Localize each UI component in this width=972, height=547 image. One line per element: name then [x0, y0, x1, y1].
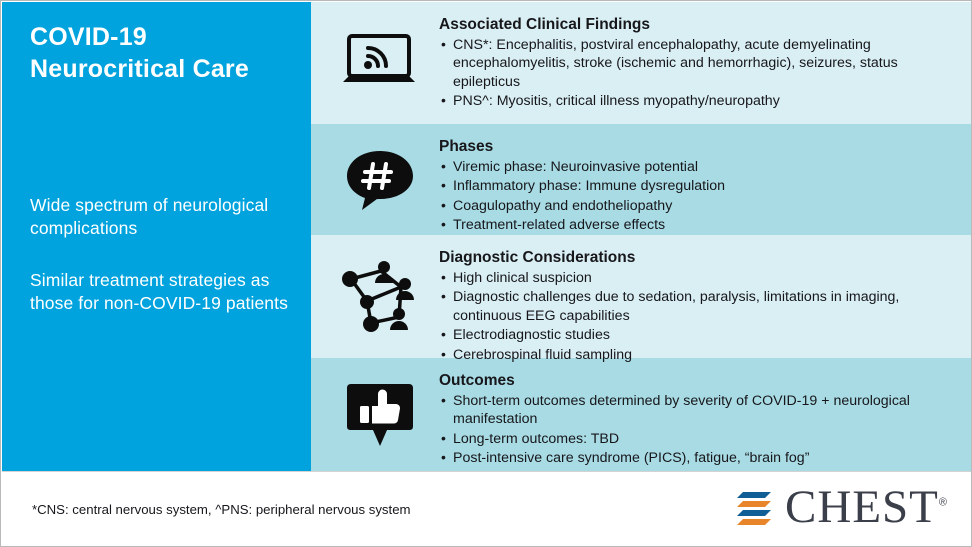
section-bullet-list — [439, 158, 958, 235]
summary-paragraph-2: Similar treatment strategies as those for non-COVID-19 patients — [30, 269, 288, 313]
list-item: • Post-intensive care syndrome (PICS), fatigue, “brain fog” — [439, 449, 958, 467]
left-title-panel — [2, 2, 311, 471]
list-item: • Diagnostic challenges due to sedation, paralysis, limitations in imaging, continuous EEG capabilities — [439, 288, 958, 325]
list-item: • PNS^: Myositis, critical illness myopathy/neuropathy — [439, 92, 958, 110]
footnote-text: *CNS: central nervous system, ^PNS: peripheral nervous system — [32, 502, 411, 517]
laptop-signal-icon — [321, 32, 439, 94]
thumbs-up-bubble-icon — [321, 380, 439, 450]
list-item: • Cerebrospinal fluid sampling — [439, 346, 958, 364]
section-text — [439, 136, 958, 236]
section-bullet-list — [439, 269, 958, 364]
chest-wordmark: CHEST — [785, 481, 939, 533]
section-bullet-list — [439, 392, 958, 468]
list-item: • Coagulopathy and endotheliopathy — [439, 197, 958, 215]
list-item: • Short-term outcomes determined by severity of COVID-19 + neurological manifestation — [439, 392, 958, 429]
section-heading: Outcomes — [439, 372, 515, 389]
list-item: • Inflammatory phase: Immune dysregulation — [439, 177, 958, 195]
section-associated-clinical-findings — [311, 2, 972, 124]
list-item: • CNS*: Encephalitis, postviral encephalopathy, acute demyelinating encephalomyelitis, stroke (ischemic and hemorrhagic), seizures, status epilepticus — [439, 36, 958, 91]
page-title-line2: Neurocritical Care — [30, 54, 249, 83]
section-heading: Phases — [439, 138, 494, 155]
list-item: • Treatment-related adverse effects — [439, 216, 958, 234]
section-heading: Diagnostic Considerations — [439, 249, 636, 266]
section-text — [439, 14, 958, 112]
list-item: • Electrodiagnostic studies — [439, 326, 958, 344]
chest-logo-text — [785, 481, 948, 533]
page-title — [30, 22, 289, 85]
section-diagnostic-considerations — [311, 235, 972, 363]
speech-bubble-hash-icon — [321, 147, 439, 213]
list-item: • High clinical suspicion — [439, 269, 958, 287]
content-rows — [311, 2, 972, 471]
section-phases — [311, 124, 972, 235]
section-outcomes — [311, 358, 972, 471]
section-heading: Associated Clinical Findings — [439, 16, 651, 33]
list-item: • Long-term outcomes: TBD — [439, 430, 958, 448]
summary-paragraph-1: Wide spectrum of neurological complications — [30, 195, 269, 239]
chest-logo-mark — [737, 486, 777, 530]
page-title-line1: COVID-19 — [30, 23, 147, 51]
footer — [2, 471, 972, 547]
chest-logo — [737, 481, 948, 533]
network-people-icon — [321, 257, 439, 337]
list-item: • Viremic phase: Neuroinvasive potential — [439, 158, 958, 176]
registered-mark: ® — [938, 496, 948, 509]
section-text — [439, 247, 958, 365]
section-text — [439, 370, 958, 469]
section-bullet-list — [439, 36, 958, 111]
left-summary-text — [30, 194, 295, 343]
